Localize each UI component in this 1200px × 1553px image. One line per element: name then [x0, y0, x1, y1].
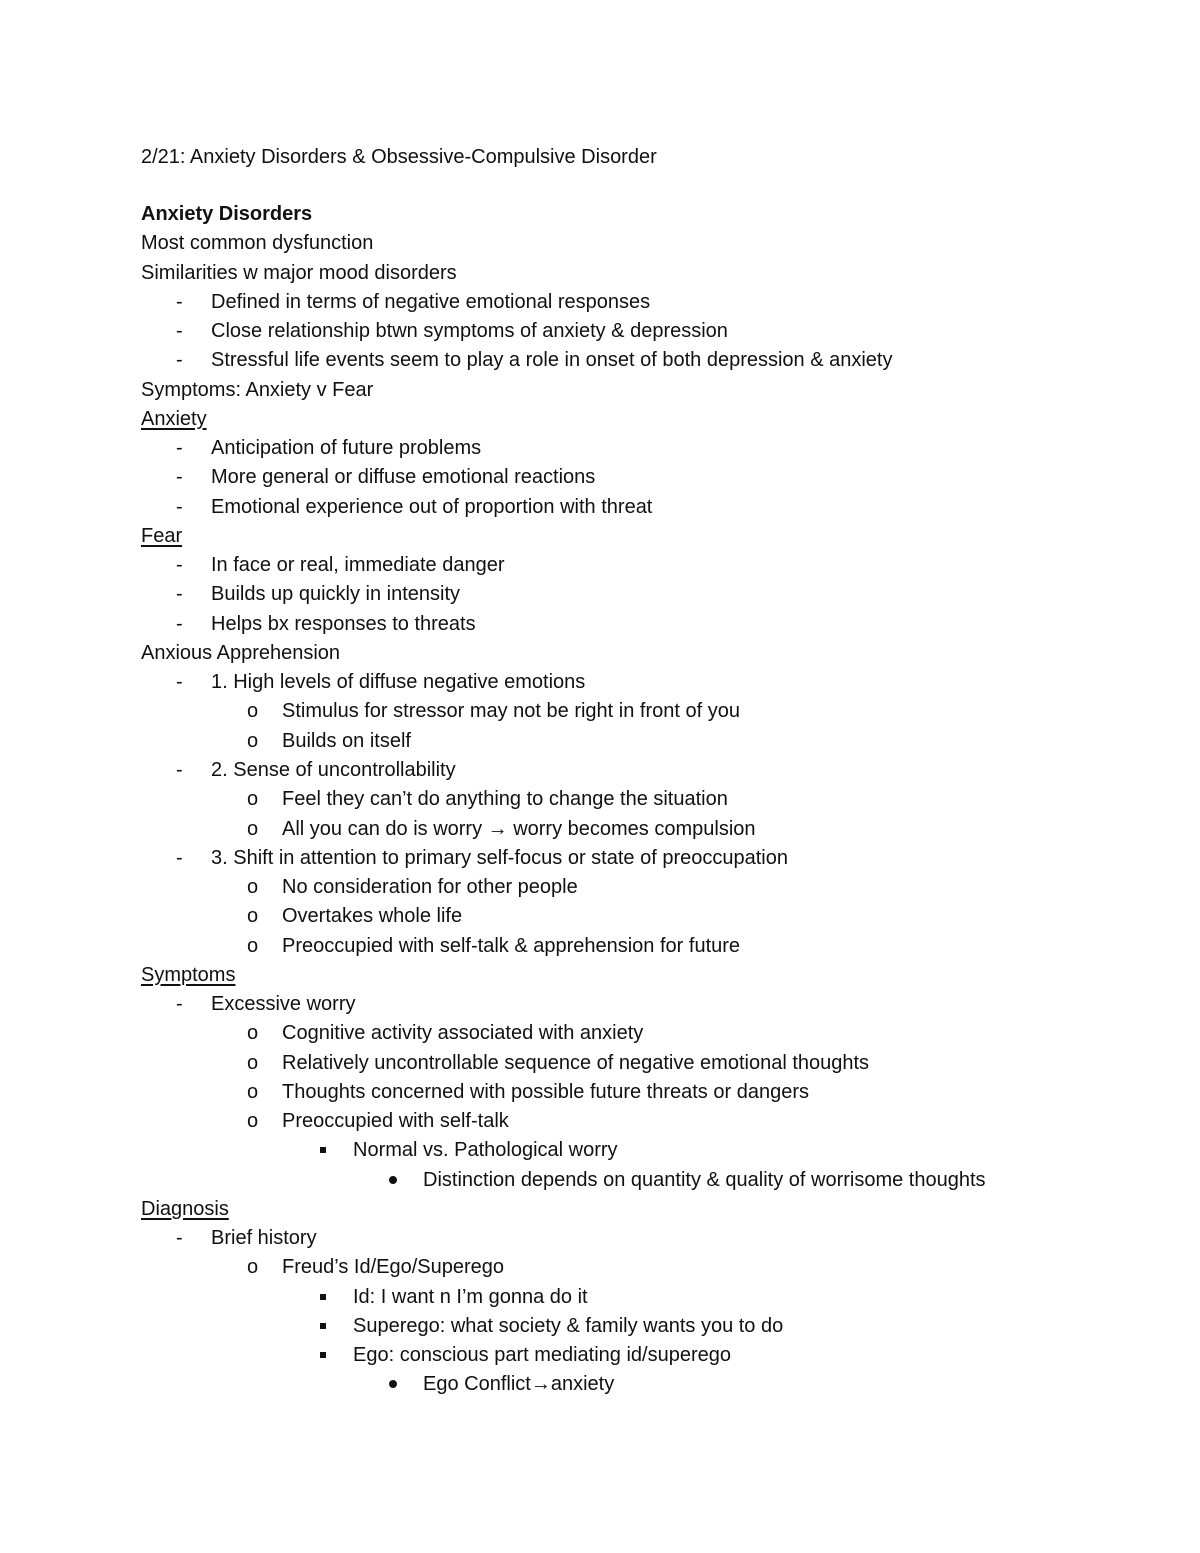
- circle-bullet-icon: o: [247, 1110, 259, 1133]
- dash-bullet-icon: -: [176, 495, 183, 518]
- list-item-text: Cognitive activity associated with anxiety: [282, 1022, 644, 1045]
- circle-bullet-icon: o: [247, 1051, 259, 1074]
- list-item-text: 3. Shift in attention to primary self-focus or state of preoccupation: [211, 846, 788, 869]
- list-item-text: More general or diffuse emotional reactions: [211, 466, 596, 489]
- list-item-text: Superego: what society & family wants you to do: [353, 1314, 784, 1337]
- circle-bullet-icon: o: [247, 788, 259, 811]
- list-item-text: Freud’s Id/Ego/Superego: [282, 1256, 505, 1279]
- dash-bullet-icon: -: [176, 758, 183, 781]
- circle-bullet-icon: o: [247, 1022, 259, 1045]
- section-heading: Symptoms: [141, 963, 236, 986]
- document-title: 2/21: Anxiety Disorders & Obsessive-Compulsive Disorder: [141, 146, 657, 168]
- dash-bullet-icon: -: [176, 290, 183, 313]
- round-bullet-icon: [389, 1176, 397, 1184]
- dash-bullet-icon: -: [176, 349, 183, 372]
- square-bullet-icon: [320, 1323, 326, 1329]
- list-item-text: 1. High levels of diffuse negative emotions: [211, 671, 586, 694]
- section-heading: Anxiety Disorders: [141, 203, 313, 225]
- list-item-text: In face or real, immediate danger: [211, 554, 505, 577]
- circle-bullet-icon: o: [247, 1080, 259, 1103]
- list-item-text: Stimulus for stressor may not be right in front of you: [282, 700, 740, 723]
- section-heading: Symptoms: Anxiety v Fear: [141, 378, 374, 401]
- dash-bullet-icon: -: [176, 671, 183, 694]
- list-item-text: Excessive worry: [211, 993, 356, 1015]
- circle-bullet-icon: o: [247, 934, 259, 957]
- list-item-text: Close relationship btwn symptoms of anxiety & depression: [211, 320, 728, 342]
- dash-bullet-icon: -: [176, 1227, 183, 1250]
- list-item-text: Defined in terms of negative emotional responses: [211, 290, 651, 313]
- dash-bullet-icon: -: [176, 320, 183, 342]
- section-heading: Anxiety: [141, 407, 207, 430]
- circle-bullet-icon: o: [247, 1256, 259, 1279]
- list-item-text: Normal vs. Pathological worry: [353, 1139, 618, 1162]
- section-heading: Anxious Apprehension: [141, 641, 341, 664]
- square-bullet-icon: [320, 1294, 326, 1300]
- dash-bullet-icon: -: [176, 612, 183, 635]
- list-item-text: All you can do is worry → worry becomes compulsion: [282, 817, 756, 840]
- list-item-text: Anticipation of future problems: [211, 437, 482, 460]
- list-item-text: Stressful life events seem to play a role in onset of both depression & anxiety: [211, 349, 893, 372]
- circle-bullet-icon: o: [247, 729, 259, 752]
- dash-bullet-icon: -: [176, 583, 183, 606]
- section-heading: Most common dysfunction: [141, 232, 374, 255]
- list-item-text: Relatively uncontrollable sequence of negative emotional thoughts: [282, 1051, 870, 1074]
- circle-bullet-icon: o: [247, 700, 259, 723]
- list-item-text: Builds on itself: [282, 729, 411, 752]
- circle-bullet-icon: o: [247, 876, 259, 898]
- list-item-text: Feel they can’t do anything to change the situation: [282, 788, 728, 811]
- list-item-text: No consideration for other people: [282, 876, 578, 898]
- dash-bullet-icon: -: [176, 846, 183, 869]
- circle-bullet-icon: o: [247, 905, 259, 928]
- section-heading: Diagnosis: [141, 1197, 229, 1220]
- section-heading: Similarities w major mood disorders: [141, 261, 457, 284]
- list-item-text: Builds up quickly in intensity: [211, 583, 461, 606]
- list-item-text: Thoughts concerned with possible future threats or dangers: [282, 1080, 809, 1103]
- section-heading: Fear: [141, 524, 183, 547]
- list-item-text: 2. Sense of uncontrollability: [211, 758, 456, 781]
- square-bullet-icon: [320, 1147, 326, 1153]
- dash-bullet-icon: -: [176, 466, 183, 489]
- list-item-text: Overtakes whole life: [282, 905, 463, 928]
- list-item-text: Preoccupied with self-talk: [282, 1110, 509, 1133]
- list-item-text: Preoccupied with self-talk & apprehension for future: [282, 934, 741, 957]
- list-item-text: Id: I want n I’m gonna do it: [353, 1285, 588, 1308]
- circle-bullet-icon: o: [247, 817, 259, 840]
- dash-bullet-icon: -: [176, 437, 183, 460]
- round-bullet-icon: [389, 1380, 397, 1388]
- square-bullet-icon: [320, 1352, 326, 1358]
- list-item-text: Emotional experience out of proportion with threat: [211, 495, 653, 518]
- list-item-text: Ego: conscious part mediating id/superego: [353, 1344, 732, 1367]
- dash-bullet-icon: -: [176, 554, 183, 577]
- list-item-text: Ego Conflict→anxiety: [423, 1373, 615, 1396]
- list-item-text: Helps bx responses to threats: [211, 612, 476, 635]
- dash-bullet-icon: -: [176, 993, 183, 1015]
- list-item-text: Distinction depends on quantity & quality of worrisome thoughts: [423, 1168, 986, 1191]
- list-item-text: Brief history: [211, 1227, 317, 1250]
